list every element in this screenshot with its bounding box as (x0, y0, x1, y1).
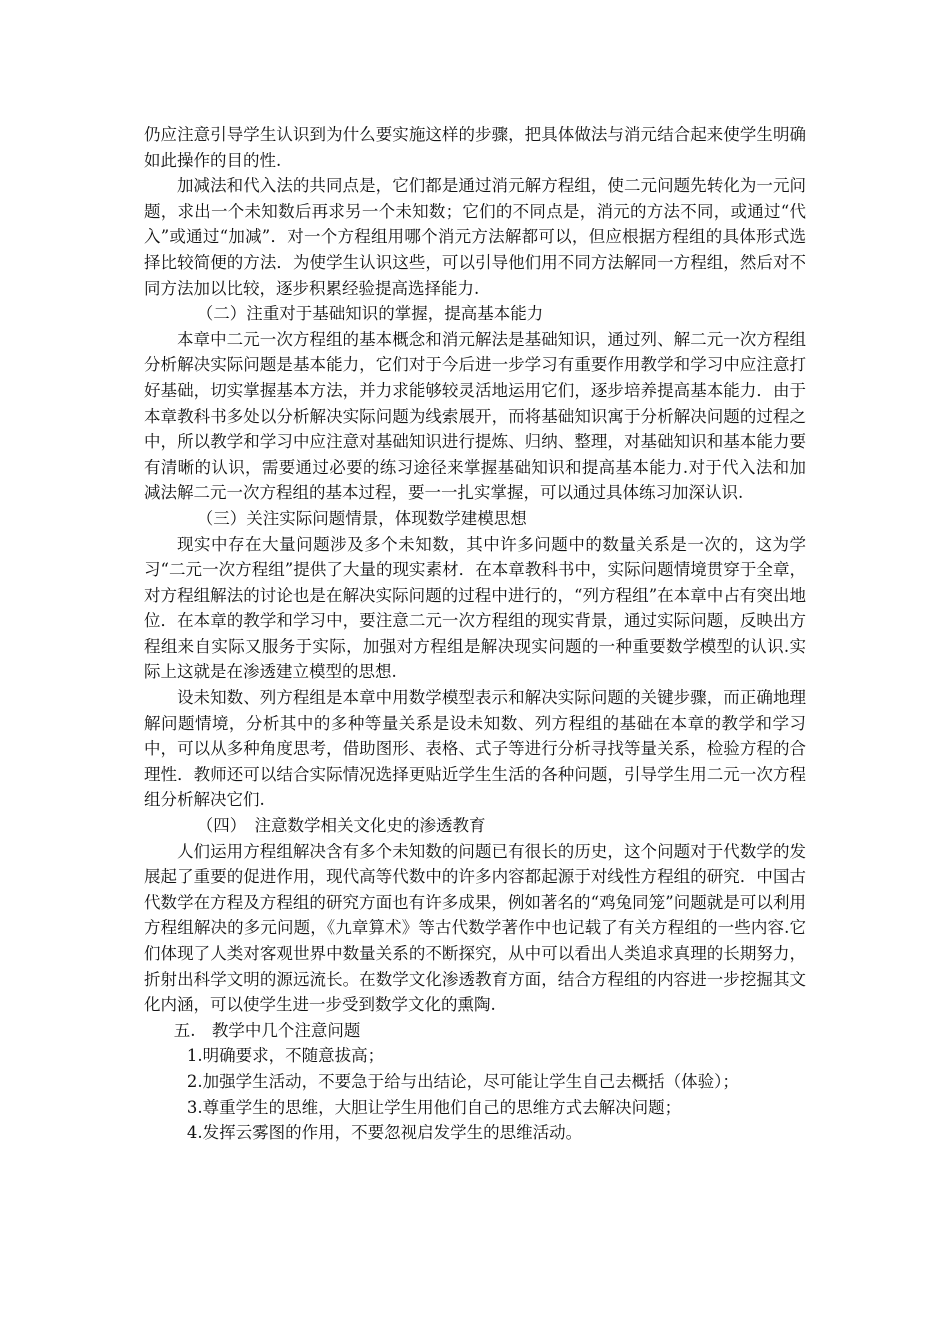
document-body (144, 122, 806, 1146)
section-heading-4: （四） 注意数学相关文化史的渗透教育 (196, 816, 486, 836)
paragraph-modeling-steps: 设未知数、列方程组是本章中用数学模型表示和解决实际问题的关键步骤，而正确地理解问题情境，分析其中的多种等量关系是设未知数、列方程组的基础在本章的教学和学习中，可以从多种角度思考，借助图形、表格、式子等进行分析寻找等量关系，检验方程的合理性．教师还可以结合实际情况选择更贴近学生生活的各种问题，引导学生用二元一次方程组分析解决它们. (144, 688, 806, 810)
list-item-1: 1.明确要求，不随意拔高； (186, 1046, 385, 1066)
list-item-2: 2.加强学生活动，不要急于给与出结论，尽可能让学生自己去概括（体验）； (186, 1071, 739, 1091)
paragraph-real-problems: 现实中存在大量问题涉及多个未知数，其中许多问题中的数量关系是一次的，这为学习“二元一次方程组”提供了大量的现实素材．在本章教科书中，实际问题情境贯穿于全章，对方程组解法的讨论也是在解决实际问题的过程中进行的，“列方程组”在本章中占有突出地位．在本章的教学和学习中，要注意二元一次方程组的现实背景，通过实际问题，反映出方程组来自实际又服务于实际，加强对方程组是解决现实问题的一种重要数学模型的认识.实际上这就是在渗透建立模型的思想. (144, 534, 806, 682)
section-heading-3: （三）关注实际问题情景，体现数学建模思想 (196, 508, 527, 528)
section-heading-5: 五. 教学中几个注意问题 (173, 1020, 361, 1040)
list-item-3: 3.尊重学生的思维，大胆让学生用他们自己的思维方式去解决问题； (186, 1097, 682, 1117)
paragraph-elimination-methods: 加减法和代入法的共同点是，它们都是通过消元解方程组，使二元问题先转化为一元问题，求出一个未知数后再求另一个未知数；它们的不同点是，消元的方法不同，或通过“代入”或通过“加减”．对一个方程组用哪个消元方法解都可以，但应根据方程组的具体形式选择比较简便的方法．为使学生认识这些，可以引导他们用不同方法解同一方程组，然后对不同方法加以比较，逐步积累经验提高选择能力. (144, 176, 806, 298)
paragraph-math-culture: 人们运用方程组解决含有多个未知数的问题已有很长的历史，这个问题对于代数学的发展起了重要的促进作用，现代高等代数中的许多内容都起源于对线性方程组的研究．中国古代数学在方程及方程组的研究方面也有许多成果，例如著名的“鸡兔同笼”问题就是可以利用方程组解决的多元问题，《九章算术》等古代数学著作中也记载了有关方程组的一些内容.它们体现了人类对客观世界中数量关系的不断探究，从中可以看出人类追求真理的长期努力，折射出科学文明的源远流长。在数学文化渗透教育方面，结合方程组的内容进一步挖掘其文化内涵，可以使学生进一步受到数学文化的熏陶. (144, 841, 806, 1015)
paragraph-basic-knowledge: 本章中二元一次方程组的基本概念和消元解法是基础知识，通过列、解二元一次方程组分析解决实际问题是基本能力，它们对于今后进一步学习有重要作用教学和学习中应注意打好基础，切实掌握基本方法，并力求能够较灵活地运用它们，逐步培养提高基本能力．由于本章教科书多处以分析解决实际问题为线索展开，而将基础知识寓于分析解决问题的过程之中，所以教学和学习中应注意对基础知识进行提炼、归纳、整理，对基础知识和基本能力要有清晰的认识，需要通过必要的练习途径来掌握基础知识和提高基本能力.对于代入法和加减法解二元一次方程组的基本过程，要一一扎实掌握，可以通过具体练习加深认识. (144, 329, 806, 503)
section-heading-2: （二）注重对于基础知识的掌握，提高基本能力 (196, 304, 544, 324)
list-item-4: 4.发挥云雾图的作用，不要忽视启发学生的思维活动。 (186, 1123, 583, 1143)
paragraph-continuation: 仍应注意引导学生认识到为什么要实施这样的步骤，把具体做法与消元结合起来使学生明确如此操作的目的性. (144, 125, 806, 170)
